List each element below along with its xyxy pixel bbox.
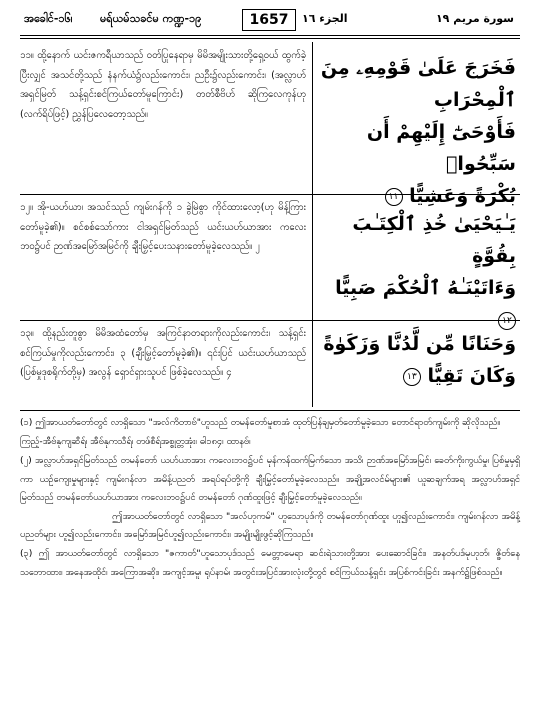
- quran-page: [20, 8, 520, 704]
- header-rule: [20, 35, 520, 36]
- ayah-number-marker: ١٢: [498, 312, 516, 330]
- ayah-number-marker: ١٣: [403, 368, 421, 386]
- verse-arabic-11: فَخَرَجَ عَلَىٰ قَوْمِهِۦ مِنَ ٱلْمِحْرَابِ فَأَوْحَىٰٓ إِلَيْهِمْ أَن سَبِّحُوا۟ بُكْرَةً وَعَشِيًّا ١١: [320, 57, 516, 207]
- surah-myanmar-label: မရ်ယမ်သခင်မ ကဏ္ဍ-၁၉: [100, 12, 202, 25]
- verse-translation-12: ၁၂။ အို-ယဟ်ယာ၊ အသင်သည် ကျမ်းဂန်ကို ၁ ခွဲမြဲစွာ ကိုင်ထားလော့(ဟု မိန့်ကြားတော်မူခဲ့၏)။ စင်စစ်သော်ကား ငါအရှင်မြတ်သည် ယင်းယဟ်ယာအား ကလေးဘဝ၌ပင် ဉာဏ်အမြော်အမြင်ကို ချီးမြှင့်ပေးသနားတော်မူခဲ့လေသည်။ ၂: [20, 202, 306, 252]
- juz-label: الجزء ١٦: [302, 12, 348, 25]
- verse-translation-11: ၁၁။ ထို့နောက် ယင်းဇကရီယာသည် ဝတ်ပြုနေရာမှ မိမိအမျိုးသားတို့ရှေ့ဝယ် ထွက်ခဲ့ပြီးလျှင် အသင်တို့သည် နံနက်ယံ၌လည်းကောင်း၊ ညဦး၌လည်းကောင်း၊ (အလ္လာဟ်အရှင်မြတ် သန့်ရှင်းစင်ကြယ်တော်မူကြောင်း) တတ်စီဗိဟ် ဆိုကြလေကုန်ဟု (လက်ရိပ်ဖြင့်) ညွှန်ပြလေတော့သည်။: [20, 50, 306, 120]
- footnote-2-cont: ဤအာယတ်တော်တွင် လာရှိသော "အလ်ဟုကမ်" ဟူသောပုဒ်ကို တမန်တော်ဂုဏ်ထူး ဟူ၍လည်းကောင်း၊ ကျမ်းဂန်လာ အမိန့်ပညတ်များ ဟူ၍လည်းကောင်း၊ အမြော်အမြင်ဟူ၍လည်းကောင်း၊ အမျိုးမျိုးဖွင့်ဆိုကြသည်။: [20, 511, 520, 541]
- verse-separator: [20, 320, 520, 321]
- verse-separator: [20, 194, 520, 195]
- verse-arabic-13: وَحَنَانًا مِّن لَّدُنَّا وَزَكَوٰةً وَكَانَ تَقِيًّا ١٣: [323, 333, 516, 387]
- surah-arabic-label: سورة مريم ١٩: [435, 12, 514, 25]
- footnote-source: ကြည့်-အီဗ်နုကျဆီရ်၊ အီဗ်နုကသီရ်၊ တဖ်စီရ်အစ္စုတ္တအုံး၊ ဓါ၁၈၄၊ ထာနဗ်၊: [20, 436, 251, 448]
- footnote-rule: [20, 410, 520, 411]
- page-number: 1657: [242, 9, 296, 31]
- footnote-1: (၁) ဤအာယတ်တော်တွင် လာရှိသော "အလ်ကိတာဗ်"ဟူသည် တမန်တော်မူစာအံ ထုတ်ပြန်ချမှတ်တော်မူခဲ့သော တောင်ရာတ်ကျမ်းကို ဆိုလိုသည်။: [20, 417, 501, 428]
- verse-translation-13: ၁၃။ ထို့နည်းတူစွာ မိမိအထံတော်မှ အကြင်နာတရားကိုလည်းကောင်း၊ သန့်ရှင်းစင်ကြယ်မှုကိုလည်းကောင်း၊ ၃ (ချီးမြှင့်တော်မူခဲ့၏)။ ၎င်းပြင် ယင်းယဟ်ယာသည် (ပြစ်မှုဒုစရိုက်တို့မှ) အလွန် ရှောင်ရှားသူပင် ဖြစ်ခဲ့လေသည်။ ၄: [20, 328, 306, 378]
- ayah-number-marker: ١١: [385, 188, 403, 206]
- chapter-label: အခေါင်-၁၆၊: [24, 12, 73, 25]
- column-divider: [312, 42, 313, 407]
- header-rule-thin: [20, 38, 520, 39]
- verse-arabic-12: يَـٰيَحْيَىٰ خُذِ ٱلْكِتَـٰبَ بِقُوَّةٍ وَءَاتَيْنَـٰهُ ٱلْحُكْمَ صَبِيًّا ١٢: [320, 208, 516, 336]
- footnotes: [20, 414, 520, 708]
- footnote-3: (၃) ဤ အာယတ်တော်တွင် လာရှိသော "ဇကာတ်"ဟူသောပုဒ်သည် မေတ္တာမေရာ ဆင်းရဲသားတို့အား ပေးဆောင်ခြင်း၊ အနတ်ပဒ်မုဟုဘ်၊ ဇ္ဖိတ်နေသဘောထား၊ အနေအထိုင်၊ အကြောအဆိုး၊ အကျင့်အမူ၊ ရုပ်နာမ်၊ အတွင်းအပြင်အားလုံးတို့တွင် စင်ကြယ်သန့်ရှင်း အပြစ်ကင်းခြင်း အနက်၌ဖြစ်သည်။: [20, 548, 520, 578]
- page-header: [20, 8, 520, 32]
- footnote-2: (၂) အလ္လာဟ်အရှင်မြတ်သည် တမန်တော် ယဟ်ယာအား ကလေးဘဝ၌ပင် မုန်ကန်ထက်မြက်သော အသိ၊ ဉာဏ်အမြော်အမြင်၊ ခေတ်ကိုးကွယ်မှု၊ ပြစ်မှုမှရှိကာ ယဉ်ကျေးမှုများနှင့် ကျမ်းဂန်လာ အမိန့်ပညတ် အရပ်ရပ်တို့ကို ချီးမြှင့်တော်မူခဲ့လေသည်။ အချို့အလင်မ်များ၏ ယူဆချက်အရ အလ္လာဟ်အရှင်မြတ်သည် တမန်တော်ယဟ်ယာအား ကလေးဘဝ၌ပင် တမန်တော် ဂုဏ်ထူးဖြင့် ချီးမြှင့်တော်မူခဲ့လေသည်။: [20, 455, 520, 503]
